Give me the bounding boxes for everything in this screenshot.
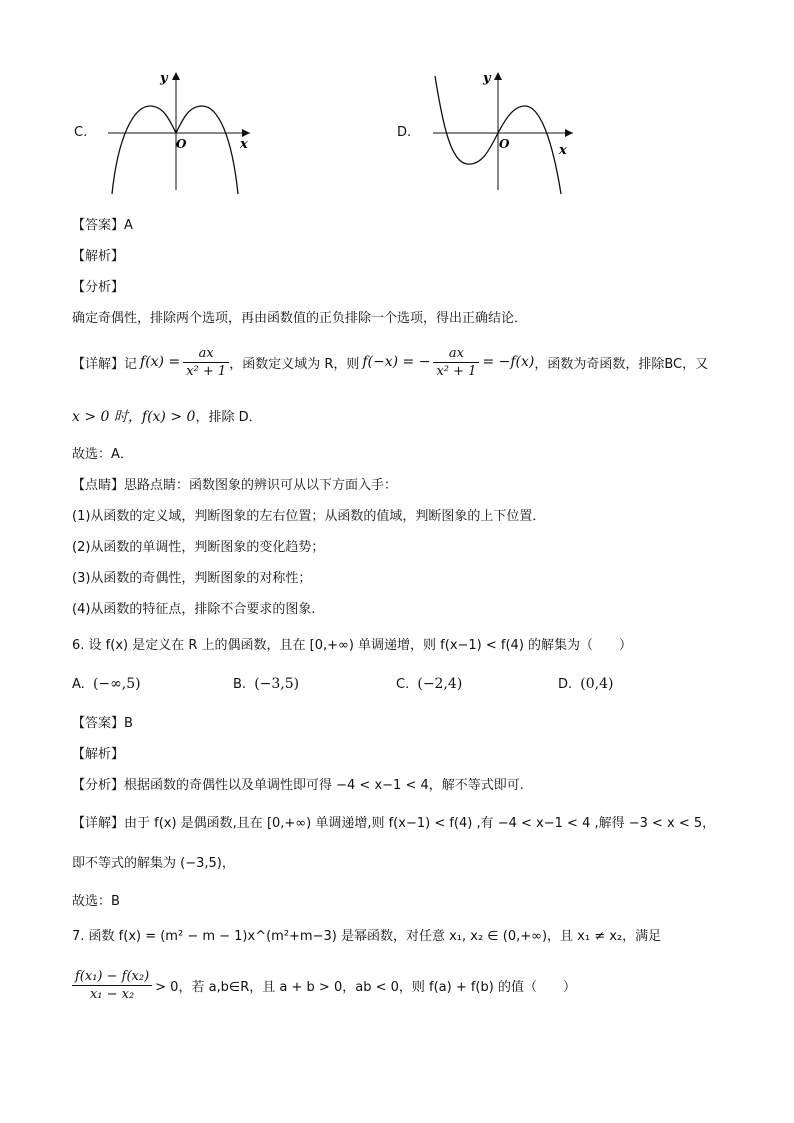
q7-fraction [72, 968, 152, 1003]
q6-detail: 【详解】由于 f(x) 是偶函数,且在 [0,+∞) 单调递增,则 f(x−1) < f(4) ,有 −4 < x−1 < 4 ,解得 −3 < x < 5， [72, 816, 716, 831]
y-axis-arrow-icon [172, 72, 180, 80]
q5-point-1: (1)从函数的定义域，判断图象的左右位置；从函数的值域，判断图象的上下位置． [72, 509, 546, 524]
x-axis-label: x [559, 143, 567, 158]
q6-answer: 【答案】B [72, 716, 133, 731]
q5-choose: 故选：A． [72, 447, 133, 462]
q5-detail-mid: ，函数定义域为 R，则 [229, 356, 360, 372]
q6-choose: 故选：B [72, 894, 120, 909]
q6-option-a [72, 676, 141, 692]
q6-jiexi: 【解析】 [72, 747, 125, 762]
fraction-numerator: ax [198, 345, 214, 361]
q6-option-c [396, 676, 462, 692]
q5-point-4: (4)从函数的特征点，排除不合要求的图象. [72, 602, 316, 617]
q5-fenxi-head: 【分析】 [72, 280, 125, 295]
option-d-label: D. [397, 125, 412, 140]
option-label: C. [396, 677, 410, 692]
q5-detail-end: ，函数为奇函数，排除BC，又 [534, 356, 709, 372]
x-axis-arrow-icon [242, 129, 250, 137]
y-axis-label: y [483, 71, 491, 86]
q6-result: 即不等式的解集为 (−3,5)， [72, 856, 235, 871]
q6-fenxi: 【分析】根据函数的奇偶性以及单调性即可得 −4 < x−1 < 4，解不等式即可. [72, 778, 524, 793]
q5-fraction-2 [433, 345, 479, 380]
fraction-denominator: x² + 1 [183, 362, 229, 380]
q6-stem: 6. 设 f(x) 是定义在 R 上的偶函数，且在 [0,+∞) 单调递增，则 f(x−1) < f(4) 的解集为（ ） [72, 638, 633, 653]
q5-dianjing: 【点睛】思路点睛：函数图象的辨识可从以下方面入手： [72, 478, 398, 493]
q5-point-2: (2)从函数的单调性，判断图象的变化趋势； [72, 540, 325, 555]
option-value: (−∞,5) [92, 676, 141, 692]
y-axis-arrow-icon [494, 72, 502, 80]
q5-fenxi-text: 确定奇偶性，排除两个选项，再由函数值的正负排除一个选项，得出正确结论． [72, 311, 528, 326]
option-label: B. [233, 677, 247, 692]
graph-c [100, 66, 260, 196]
x-axis-label: x [240, 137, 248, 152]
graph-d [425, 66, 585, 196]
q5-detail-line [72, 343, 708, 381]
q7-stem: 7. 函数 f(x) = (m² − m − 1)x^(m²+m−3) 是幂函数，对任意 x₁, x₂ ∈ (0,+∞)，且 x₁ ≠ x₂，满足 [72, 929, 662, 944]
origin-label: O [176, 137, 187, 151]
origin-label: O [499, 137, 510, 151]
x-axis-arrow-icon [565, 129, 573, 137]
q5-eq-neg-f: = −f(x) [482, 354, 535, 370]
q5-f-neg: f(−x) = − [362, 354, 431, 370]
q7-condition-line [72, 963, 576, 1007]
q5-jiexi: 【解析】 [72, 249, 125, 264]
q6-option-b [233, 676, 299, 692]
fraction-denominator: x₁ − x₂ [72, 985, 152, 1003]
option-c-label: C. [74, 125, 88, 140]
q5-fx: f(x) = [140, 354, 181, 370]
fraction-numerator: ax [448, 345, 464, 361]
fraction-numerator: f(x₁) − f(x₂) [75, 968, 150, 984]
option-label: D. [558, 677, 573, 692]
fraction-denominator: x² + 1 [433, 362, 479, 380]
q5-detail-line2 [72, 406, 262, 426]
option-value: (−2,4) [417, 676, 463, 692]
q6-option-d [558, 676, 614, 692]
option-label: A. [72, 677, 85, 692]
q5-fraction [183, 345, 229, 380]
option-value: (−3,5) [254, 676, 300, 692]
q7-tail: > 0，若 a,b∈R，且 a + b > 0，ab < 0，则 f(a) + f(b) 的值（ ） [155, 979, 576, 995]
option-value: (0,4) [580, 676, 614, 692]
q5-point-3: (3)从函数的奇偶性，判断图象的对称性； [72, 571, 312, 586]
q5-answer: 【答案】A [72, 218, 133, 233]
q5-line2-math: x > 0 时，f(x) > 0 [72, 409, 196, 425]
y-axis-label: y [160, 71, 168, 86]
curve-c [112, 106, 238, 194]
q5-line2-text: ，排除 D． [195, 410, 262, 425]
q5-detail-head: 【详解】记 [72, 356, 138, 372]
